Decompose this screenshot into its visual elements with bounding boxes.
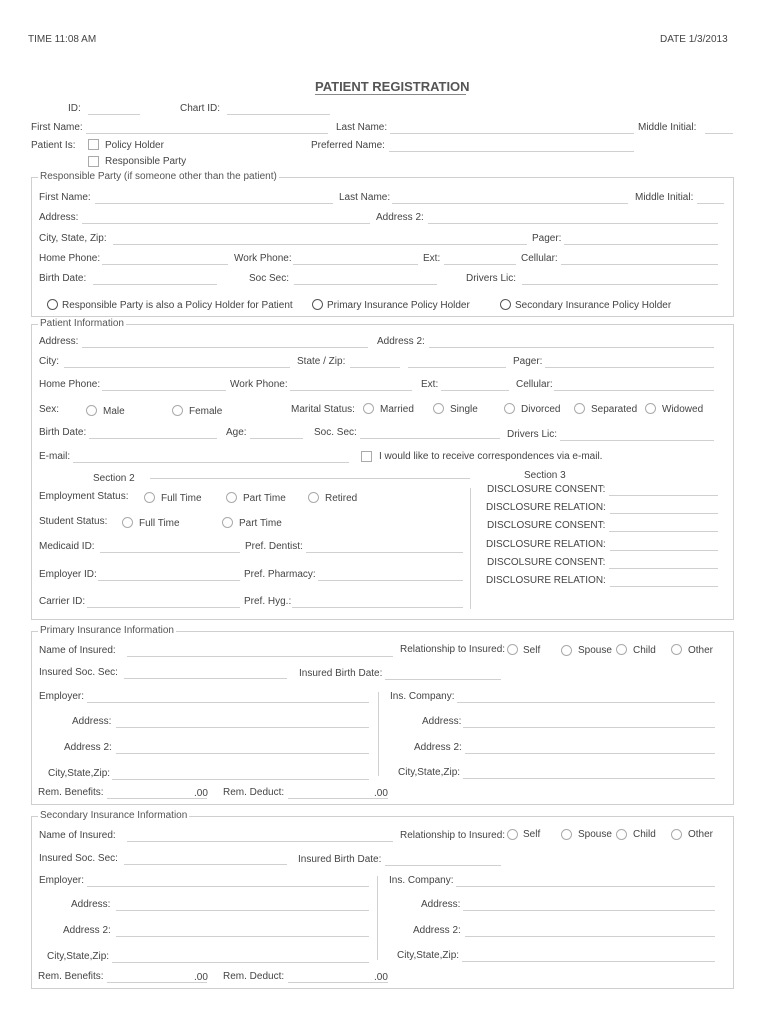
employment-full-time-label: Full Time: [161, 493, 202, 504]
prim-employer-label: Employer:: [39, 691, 85, 702]
pref-pharmacy-field[interactable]: [318, 580, 463, 581]
pi-ext-label: Ext:: [421, 379, 439, 390]
sec-employer-label: Employer:: [39, 875, 85, 886]
rp-address-label: Address:: [39, 212, 79, 223]
prim-name-insured-label: Name of Insured:: [39, 645, 116, 656]
rp-pager-label: Pager:: [532, 233, 562, 244]
responsible-party-checkbox[interactable]: [88, 156, 99, 167]
sec-rem-deduct-value: .00: [374, 972, 388, 983]
pi-pager-field[interactable]: [545, 367, 714, 368]
pi-city-field[interactable]: [64, 367, 290, 368]
marital-divorced-radio[interactable]: [504, 403, 515, 414]
prim-self-radio[interactable]: [507, 644, 518, 655]
prim-rem-deduct-label: Rem. Deduct:: [223, 787, 285, 798]
sec-name-insured-label: Name of Insured:: [39, 830, 116, 841]
sec-employer-csz-label: City,State,Zip:: [47, 951, 110, 962]
id-field[interactable]: [88, 114, 140, 115]
sex-female-label: Female: [189, 406, 223, 417]
prim-child-label: Child: [633, 645, 656, 656]
sec-insured-soc-field[interactable]: [124, 864, 287, 865]
pi-birth-date-field[interactable]: [89, 438, 217, 439]
disclosure-relation-3-field[interactable]: [610, 586, 718, 587]
email-opt-in-checkbox[interactable]: [361, 451, 372, 462]
sec-relationship-label: Relationship to Insured:: [400, 830, 506, 841]
rp-policy-holder-radio[interactable]: [47, 299, 58, 310]
prim-employer-address2-label: Address 2:: [64, 742, 112, 753]
sec-ins-address2-field[interactable]: [465, 936, 715, 937]
sex-female-radio[interactable]: [172, 405, 183, 416]
rp-home-phone-label: Home Phone:: [39, 253, 101, 264]
marital-married-label: Married: [380, 404, 414, 415]
rp-first-name-label: First Name:: [39, 192, 91, 203]
sec-self-label: Self: [523, 829, 541, 840]
pi-work-phone-label: Work Phone:: [230, 379, 288, 390]
sec-spouse-radio[interactable]: [561, 829, 572, 840]
pi-cellular-label: Cellular:: [516, 379, 553, 390]
prim-spouse-radio[interactable]: [561, 645, 572, 656]
sec-rem-benefits-value: .00: [194, 972, 208, 983]
disclosure-relation-1-label: DISCLOSURE RELATION:: [486, 502, 606, 513]
prim-insured-birth-field[interactable]: [385, 679, 501, 680]
sec-employer-address-field[interactable]: [116, 910, 369, 911]
prim-ins-address2-label: Address 2:: [414, 742, 462, 753]
pi-drivers-lic-field[interactable]: [560, 440, 714, 441]
pi-pager-label: Pager:: [513, 356, 543, 367]
pi-state-field[interactable]: [350, 367, 400, 368]
medicaid-id-label: Medicaid ID:: [39, 541, 95, 552]
disclosure-relation-1-field[interactable]: [610, 513, 718, 514]
carrier-id-label: Carrier ID:: [39, 596, 86, 607]
rp-work-phone-label: Work Phone:: [234, 253, 292, 264]
prim-self-label: Self: [523, 645, 541, 656]
sex-male-label: Male: [103, 406, 125, 417]
disclosure-consent-3-label: DISCOLSURE CONSENT:: [487, 557, 606, 568]
pi-age-field[interactable]: [250, 438, 303, 439]
disclosure-relation-3-label: DISCLOSURE RELATION:: [486, 575, 606, 586]
rp-city-state-zip-label: City, State, Zip:: [39, 233, 107, 244]
prim-employer-csz-label: City,State,Zip:: [48, 768, 111, 779]
sec-spouse-label: Spouse: [578, 829, 612, 840]
marital-single-label: Single: [450, 404, 478, 415]
rp-address2-label: Address 2:: [376, 212, 424, 223]
pref-dentist-field[interactable]: [306, 552, 463, 553]
rp-primary-holder-label: Primary Insurance Policy Holder: [327, 300, 470, 311]
prim-employer-address2-field[interactable]: [116, 753, 369, 754]
prim-name-insured-field[interactable]: [127, 656, 393, 657]
sec-rem-deduct-label: Rem. Deduct:: [223, 971, 285, 982]
student-full-time-radio[interactable]: [122, 517, 133, 528]
disclosure-consent-2-label: DISCLOSURE CONSENT:: [487, 520, 606, 531]
medicaid-id-field[interactable]: [100, 552, 240, 553]
rp-cellular-field[interactable]: [561, 264, 718, 265]
pi-address2-field[interactable]: [429, 347, 714, 348]
rp-middle-initial-label: Middle Initial:: [635, 192, 694, 203]
sec-child-radio[interactable]: [616, 829, 627, 840]
marital-widowed-radio[interactable]: [645, 403, 656, 414]
student-status-label: Student Status:: [39, 516, 108, 527]
sec-rem-benefits-field[interactable]: [107, 982, 207, 983]
pi-address-field[interactable]: [82, 347, 368, 348]
chart-id-label: Chart ID:: [180, 103, 221, 114]
pi-state-zip-label: State / Zip:: [297, 356, 346, 367]
title-underline: [315, 94, 466, 95]
section2-title: Section 2: [93, 473, 135, 484]
disclosure-consent-1-label: DISCLOSURE CONSENT:: [487, 484, 606, 495]
sec-ins-address-field[interactable]: [463, 910, 715, 911]
rp-primary-holder-radio[interactable]: [312, 299, 323, 310]
sec-rem-deduct-field[interactable]: [288, 982, 388, 983]
prim-spouse-label: Spouse: [578, 645, 612, 656]
responsible-party-legend: Responsible Party (if someone other than the patient): [40, 171, 277, 182]
pref-hyg-field[interactable]: [292, 607, 463, 608]
rp-ext-label: Ext:: [423, 253, 441, 264]
rp-last-name-field[interactable]: [392, 203, 628, 204]
rp-pager-field[interactable]: [564, 244, 718, 245]
rp-first-name-field[interactable]: [95, 203, 333, 204]
last-name-label: Last Name:: [336, 122, 388, 133]
pi-address-label: Address:: [39, 336, 79, 347]
patient-is-label: Patient Is:: [31, 140, 76, 151]
prim-rem-deduct-field[interactable]: [288, 798, 388, 799]
sec-employer-csz-field[interactable]: [112, 962, 369, 963]
policy-holder-checkbox[interactable]: [88, 139, 99, 150]
pi-address2-label: Address 2:: [377, 336, 425, 347]
prim-employer-csz-field[interactable]: [112, 779, 369, 780]
disclosure-consent-1-field[interactable]: [609, 495, 718, 496]
sec-self-radio[interactable]: [507, 829, 518, 840]
prim-other-radio[interactable]: [671, 644, 682, 655]
sec-insured-birth-field[interactable]: [385, 865, 501, 866]
pi-work-phone-field[interactable]: [290, 390, 412, 391]
id-label: ID:: [68, 103, 81, 114]
prim-rem-benefits-label: Rem. Benefits:: [38, 787, 104, 798]
rp-city-state-zip-field[interactable]: [113, 244, 527, 245]
prim-employer-address-field[interactable]: [116, 727, 369, 728]
employment-status-label: Employment Status:: [39, 491, 129, 502]
employment-retired-radio[interactable]: [308, 492, 319, 503]
rp-drivers-lic-label: Drivers Lic:: [466, 273, 517, 284]
prim-employer-field[interactable]: [87, 702, 369, 703]
pi-zip-field[interactable]: [408, 367, 506, 368]
employment-full-time-radio[interactable]: [144, 492, 155, 503]
middle-initial-label: Middle Initial:: [638, 122, 697, 133]
sec-ins-address2-label: Address 2:: [413, 925, 461, 936]
time-label: TIME 11:08 AM: [28, 34, 97, 45]
section2-header-line: [150, 478, 470, 479]
pi-soc-sec-field[interactable]: [360, 438, 500, 439]
pi-drivers-lic-label: Drivers Lic:: [507, 429, 558, 440]
carrier-id-field[interactable]: [87, 607, 240, 608]
pi-email-field[interactable]: [73, 462, 349, 463]
disclosure-consent-2-field[interactable]: [609, 531, 718, 532]
rp-cellular-label: Cellular:: [521, 253, 558, 264]
pi-soc-sec-label: Soc. Sec:: [314, 427, 357, 438]
employer-id-label: Employer ID:: [39, 569, 97, 580]
sec-rem-benefits-label: Rem. Benefits:: [38, 971, 104, 982]
pi-ext-field[interactable]: [441, 390, 509, 391]
page-title: PATIENT REGISTRATION: [315, 79, 470, 94]
prim-ins-csz-label: City,State,Zip:: [398, 767, 461, 778]
rp-secondary-holder-radio[interactable]: [500, 299, 511, 310]
rp-drivers-lic-field[interactable]: [522, 284, 718, 285]
sec-employer-field[interactable]: [87, 886, 369, 887]
sec-employer-address2-field[interactable]: [116, 936, 369, 937]
secondary-insurance-legend: Secondary Insurance Information: [40, 810, 188, 821]
rp-secondary-holder-label: Secondary Insurance Policy Holder: [515, 300, 672, 311]
sec-name-insured-field[interactable]: [127, 841, 393, 842]
marital-status-label: Marital Status:: [291, 404, 355, 415]
disclosure-relation-2-label: DISCLOSURE RELATION:: [486, 539, 606, 550]
section-divider: [470, 488, 471, 609]
pref-hyg-label: Pref. Hyg.:: [244, 596, 292, 607]
prim-employer-address-label: Address:: [72, 716, 112, 727]
prim-ins-address-label: Address:: [422, 716, 462, 727]
prim-ins-address2-field[interactable]: [465, 753, 715, 754]
marital-single-radio[interactable]: [433, 403, 444, 414]
sec-ins-company-field[interactable]: [456, 886, 715, 887]
pi-home-phone-field[interactable]: [102, 390, 226, 391]
prim-insured-soc-field[interactable]: [124, 678, 287, 679]
marital-separated-radio[interactable]: [574, 403, 585, 414]
prim-insured-birth-label: Insured Birth Date:: [299, 668, 383, 679]
disclosure-consent-3-field[interactable]: [609, 568, 718, 569]
prim-rem-benefits-field[interactable]: [107, 798, 207, 799]
pi-sex-label: Sex:: [39, 404, 60, 415]
policy-holder-label: Policy Holder: [105, 140, 164, 151]
sec-other-radio[interactable]: [671, 829, 682, 840]
sec-employer-address-label: Address:: [71, 899, 111, 910]
marital-divorced-label: Divorced: [521, 404, 561, 415]
rp-address-field[interactable]: [82, 223, 370, 224]
sec-employer-address2-label: Address 2:: [63, 925, 111, 936]
preferred-name-label: Preferred Name:: [311, 140, 385, 151]
marital-widowed-label: Widowed: [662, 404, 704, 415]
rp-work-phone-field[interactable]: [293, 264, 418, 265]
employment-retired-label: Retired: [325, 493, 358, 504]
student-part-time-label: Part Time: [239, 518, 282, 529]
primary-insurance-divider: [378, 692, 379, 776]
pi-home-phone-label: Home Phone:: [39, 379, 101, 390]
prim-rem-benefits-value: .00: [194, 788, 208, 799]
date-label: DATE 1/3/2013: [660, 34, 728, 45]
rp-birth-date-label: Birth Date:: [39, 273, 87, 284]
pi-age-label: Age:: [226, 427, 247, 438]
rp-middle-initial-field[interactable]: [697, 203, 724, 204]
rp-address2-field[interactable]: [428, 223, 718, 224]
pi-email-label: E-mail:: [39, 451, 71, 462]
first-name-label: First Name:: [31, 122, 83, 133]
rp-soc-sec-label: Soc Sec:: [249, 273, 290, 284]
student-full-time-label: Full Time: [139, 518, 180, 529]
prim-relationship-label: Relationship to Insured:: [400, 644, 506, 655]
student-part-time-radio[interactable]: [222, 517, 233, 528]
sec-ins-csz-field[interactable]: [462, 961, 715, 962]
secondary-insurance-divider: [377, 876, 378, 960]
prim-ins-company-label: Ins. Company:: [390, 691, 455, 702]
primary-insurance-legend: Primary Insurance Information: [40, 625, 174, 636]
middle-initial-field[interactable]: [705, 133, 733, 134]
responsible-party-label: Responsible Party: [105, 156, 187, 167]
pi-cellular-field[interactable]: [554, 390, 714, 391]
prim-other-label: Other: [688, 645, 714, 656]
sec-child-label: Child: [633, 829, 656, 840]
prim-child-radio[interactable]: [616, 644, 627, 655]
prim-rem-deduct-value: .00: [374, 788, 388, 799]
pref-pharmacy-label: Pref. Pharmacy:: [244, 569, 316, 580]
pi-city-label: City:: [39, 356, 59, 367]
patient-information-section: [31, 324, 734, 620]
last-name-field[interactable]: [390, 133, 634, 134]
sec-other-label: Other: [688, 829, 714, 840]
preferred-name-field[interactable]: [389, 151, 634, 152]
employment-part-time-radio[interactable]: [226, 492, 237, 503]
marital-separated-label: Separated: [591, 404, 638, 415]
chart-id-field[interactable]: [227, 114, 330, 115]
prim-insured-soc-label: Insured Soc. Sec:: [39, 667, 118, 678]
employer-id-field[interactable]: [98, 580, 240, 581]
rp-soc-sec-field[interactable]: [294, 284, 437, 285]
prim-ins-address-field[interactable]: [463, 727, 715, 728]
rp-home-phone-field[interactable]: [102, 264, 228, 265]
disclosure-relation-2-field[interactable]: [610, 550, 718, 551]
pref-dentist-label: Pref. Dentist:: [245, 541, 303, 552]
sec-insured-soc-label: Insured Soc. Sec:: [39, 853, 118, 864]
first-name-field[interactable]: [86, 133, 328, 134]
patient-information-legend: Patient Information: [40, 318, 124, 329]
prim-ins-company-field[interactable]: [457, 702, 715, 703]
email-opt-in-label: I would like to receive correspondences via e-mail.: [379, 451, 603, 462]
sec-ins-company-label: Ins. Company:: [389, 875, 454, 886]
employment-part-time-label: Part Time: [243, 493, 286, 504]
sex-male-radio[interactable]: [86, 405, 97, 416]
marital-married-radio[interactable]: [363, 403, 374, 414]
sec-ins-address-label: Address:: [421, 899, 461, 910]
rp-policy-holder-label: Responsible Party is also a Policy Holder for Patient: [62, 300, 293, 311]
rp-ext-field[interactable]: [444, 264, 516, 265]
prim-ins-csz-field[interactable]: [463, 778, 715, 779]
rp-birth-date-field[interactable]: [93, 284, 217, 285]
sec-insured-birth-label: Insured Birth Date:: [298, 854, 382, 865]
sec-ins-csz-label: City,State,Zip:: [397, 950, 460, 961]
pi-birth-date-label: Birth Date:: [39, 427, 87, 438]
rp-last-name-label: Last Name:: [339, 192, 391, 203]
section3-title: Section 3: [524, 470, 566, 481]
